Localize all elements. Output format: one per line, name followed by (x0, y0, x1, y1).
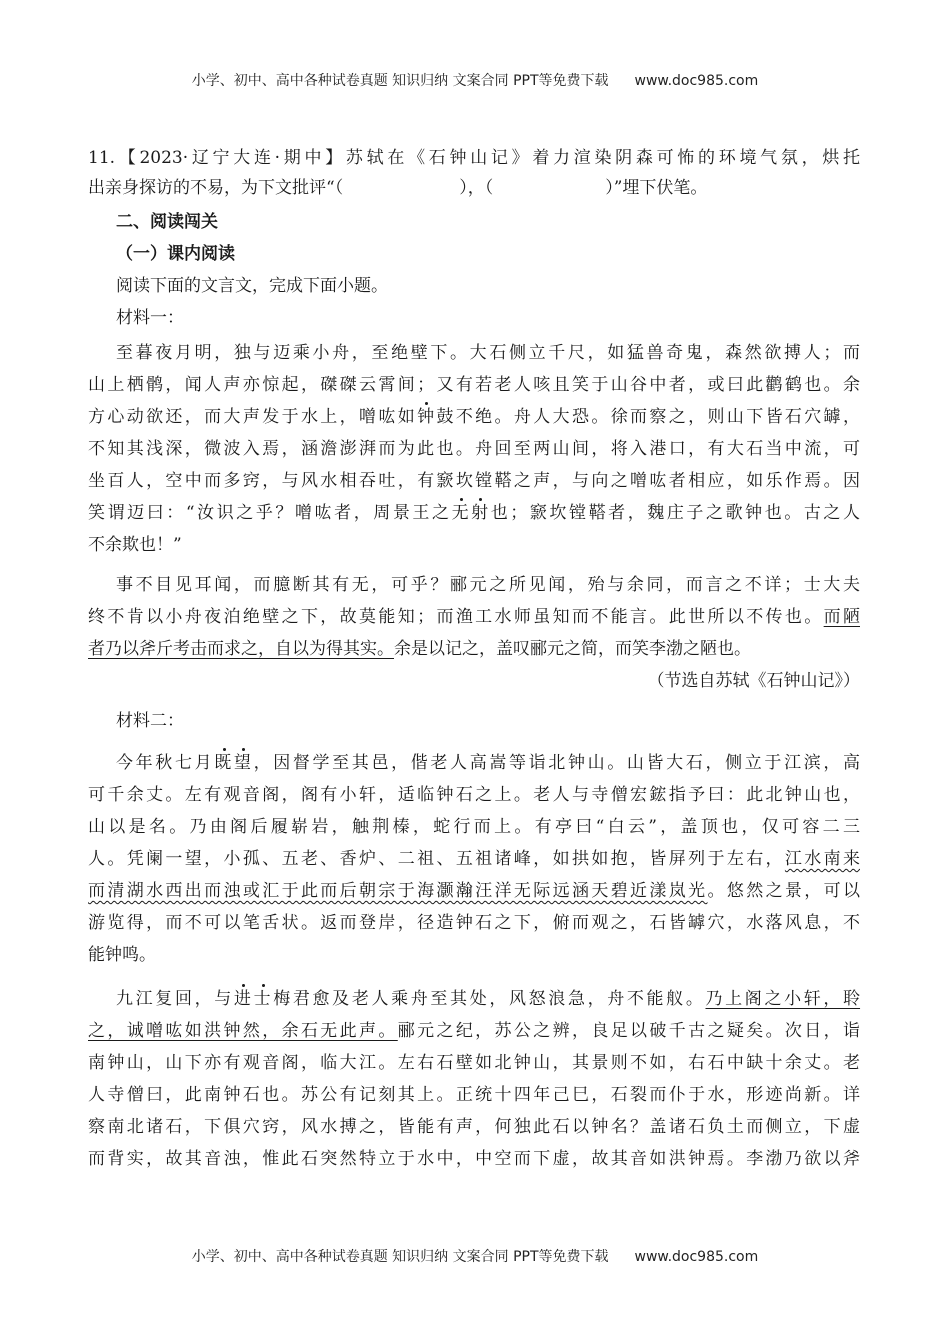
underlined-sentence: 者乃以斧斤考击而求之，自以为得其实。 (88, 639, 394, 659)
m1-p1-line-6 (88, 501, 860, 525)
dotted-char: 士 (253, 989, 274, 1009)
dotted-char: 钟 (417, 407, 437, 427)
m2-p1-line-4 (88, 847, 860, 871)
subsection-heading: （一）课内阅读 (116, 244, 235, 264)
material-2-label: 材料二： (116, 711, 184, 731)
m2-p1-line-5 (88, 879, 860, 903)
underlined-sentence: 而陋 (823, 607, 860, 627)
dotted-char: 望 (233, 753, 254, 773)
question-11-text-a: 出亲身探访的不易，为下文批评“（ (88, 178, 344, 198)
section-heading: 二、阅读闯关 (116, 212, 218, 232)
header-text: 小学、初中、高中各种试卷真题 知识归纳 文案合同 PPT等免费下载 (191, 73, 609, 89)
m2-p1-line-2: 可千余丈。左有观音阁，阁有小轩，适临钟石之上。老人与寺僧宏鋐指予曰：此北钟山也， (88, 785, 860, 805)
question-11-text-b: ），（ (459, 178, 494, 198)
instruction: 阅读下面的文言文，完成下面小题。 (116, 276, 388, 296)
footer-site: www.doc985.com (634, 1249, 759, 1265)
m1-p1-line-1: 至暮夜月明，独与迈乘小舟，至绝壁下。大石侧立千尺，如猛兽奇鬼，森然欲搏人；而 (116, 343, 860, 363)
footer-text: 小学、初中、高中各种试卷真题 知识归纳 文案合同 PPT等免费下载 (191, 1249, 609, 1265)
underlined-sentence: 乃上阁之小轩，聆 (705, 989, 861, 1009)
m2-p2-line-3: 南钟山，山下亦有观音阁，临大江。左右石壁如北钟山，其景则不如，右石中缺十余丈。老 (88, 1053, 860, 1073)
m2-p2-line-6: 而背实，故其音浊，惟此石突然特立于水中，中空而下虚，故其音如洪钟焉。李渤乃欲以斧 (88, 1149, 860, 1169)
m1-p1-line-3-b: 鼓不绝。舟人大恐。徐而察之，则山下皆石穴罅， (436, 407, 861, 427)
m1-p1-line-6-b: 也；窾坎镗鞳者，魏庄子之歌钟也。古之人 (490, 503, 861, 523)
m2-p2-line-2-b: 郦元之纪，苏公之辨，良足以破千古之疑矣。次日，诣 (397, 1021, 861, 1041)
dotted-char: 既 (214, 753, 234, 773)
page-footer (0, 1246, 950, 1266)
m2-p2-line-2 (88, 1019, 860, 1043)
m2-p2-line-4: 人寺僧曰，此南钟石也。苏公有记刻其上。正统十四年己巳，石裂而仆于水，形迹尚新。详 (88, 1085, 860, 1105)
m1-p1-line-2: 山上栖鹘，闻人声亦惊起，磔磔云霄间；又有若老人咳且笑于山谷中者，或曰此鹳鹤也。余 (88, 375, 860, 395)
page-header (0, 70, 950, 90)
m1-p1-line-3 (88, 405, 860, 429)
m1-p1-line-5: 坐百人，空中而多窍，与风水相吞吐，有窾坎镗鞳之声，与向之噌吰者相应，如乐作焉。因 (88, 471, 860, 491)
question-11-line-2 (88, 176, 860, 200)
m2-p2-line-1-b: 梅君愈及老人乘舟至其处，风怒浪急，舟不能舣。 (273, 989, 706, 1009)
m2-p1-line-5-b: 。悠然之景，可以 (707, 881, 861, 901)
wavy-underlined-text: 而清湖水西出而浊或汇于此而后朝宗于海灏瀚汪洋无际远涵天碧近漾岚光 (88, 881, 708, 901)
m2-p1-line-1-b: ，因督学至其邑，偕老人高嵩等诣北钟山。山皆大石，侧立于江滨，高 (253, 753, 861, 773)
m2-p1-line-4-a: 人。凭阑一望，小孤、五老、香炉、二祖、五祖诸峰，如拱如抱，皆屏列于左右， (88, 849, 785, 869)
m1-p1-line-3-a: 方心动欲还，而大声发于水上，噌吰如 (88, 407, 418, 427)
m2-p2-line-1-a: 九江复回，与 (116, 989, 234, 1009)
m2-p2-line-1 (116, 987, 860, 1011)
m1-p1-line-6-a: 笑谓迈曰：“汝识之乎？噌吰者，周景王之 (88, 503, 452, 523)
m1-p2-line-3 (88, 637, 860, 661)
material-1-label: 材料一： (116, 308, 184, 328)
m1-p1-line-4: 不知其浅深，微波入焉，涵澹澎湃而为此也。舟回至两山间，将入港口，有大石当中流，可 (88, 439, 860, 459)
header-site: www.doc985.com (634, 73, 759, 89)
underlined-sentence: 之，诚噌吰如洪钟然，余石无此声。 (88, 1021, 398, 1041)
m2-p2-line-5: 察南北诸石，下俱穴窍，风水搏之，皆能有声，何独此石以钟名？盖诸石负土而侧立，下虚 (88, 1117, 860, 1137)
question-11-line-1: 11.【2023·辽宁大连·期中】苏轼在《石钟山记》着力渲染阴森可怖的环境气氛，烘托 (88, 148, 860, 168)
m1-p1-line-7: 不余欺也！” (88, 535, 182, 555)
m1-p2-line-2-a: 终不肯以小舟夜泊绝壁之下，故莫能知；而渔工水师虽知而不能言。此世所以不传也。 (88, 607, 824, 627)
dotted-char: 进 (233, 989, 254, 1009)
m1-p2-line-1: 事不目见耳闻，而臆断其有无，可乎？郦元之所见闻，殆与余同，而言之不详；士大夫 (116, 575, 860, 595)
m2-p1-line-3: 山以是名。乃由阁后履崭岩，触荆榛，蛇行而上。有亭曰“白云”，盖顶也，仅可容二三 (88, 817, 860, 837)
source-note: （节选自苏轼《石钟山记》） (647, 671, 860, 691)
dotted-char: 射 (471, 503, 491, 523)
m2-p1-line-6: 游览得，而不可以笔舌状。返而登岸，径造钟石之下，俯而观之，石皆罅穴，水落风息，不 (88, 913, 860, 933)
wavy-underlined-text: 江水南来 (784, 849, 860, 869)
m2-p1-line-1-a: 今年秋七月 (116, 753, 215, 773)
m2-p1-line-7: 能钟鸣。 (88, 945, 156, 965)
question-11-text-c: ）”埋下伏笔。 (605, 178, 708, 198)
dotted-char: 无 (451, 503, 472, 523)
m1-p2-line-2 (88, 605, 860, 629)
m2-p1-line-1 (116, 751, 860, 775)
m1-p2-line-3-b: 余是以记之，盖叹郦元之简，而笑李渤之陋也。 (394, 639, 751, 659)
